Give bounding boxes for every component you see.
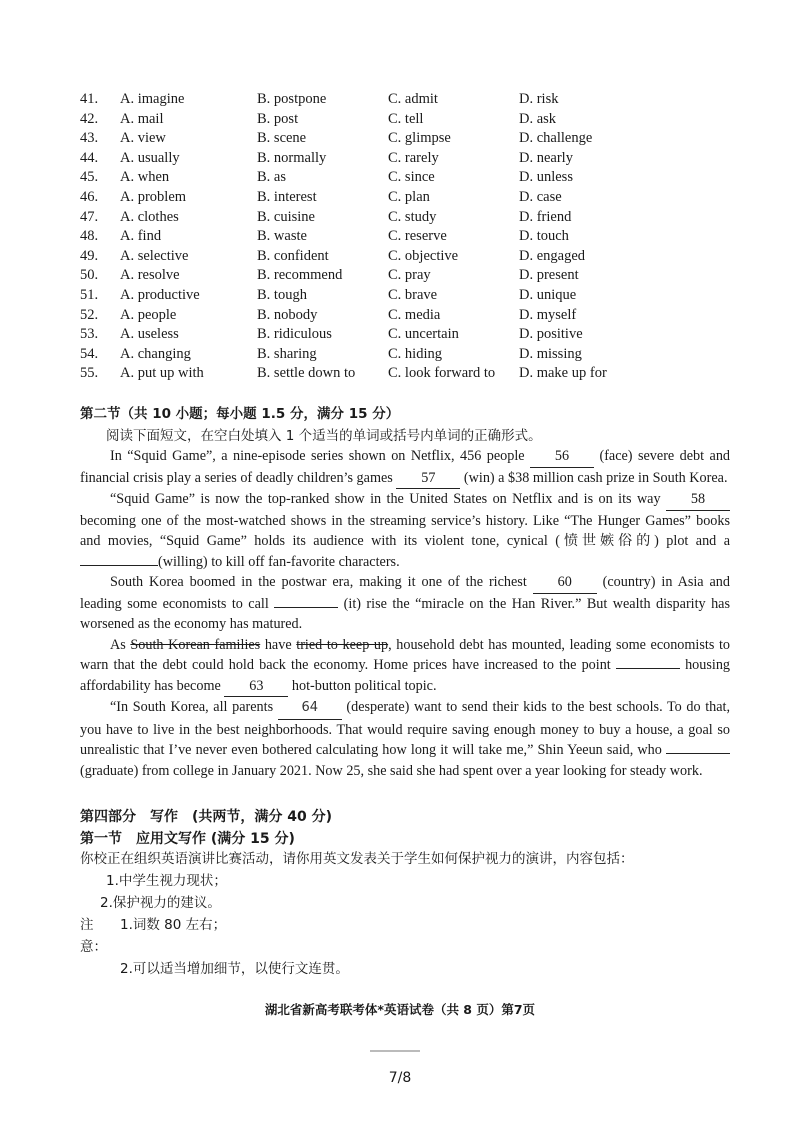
question-number: 53. — [80, 326, 99, 343]
text: (graduate) from college in January 2021. Now 25, she said she had spent over a year looking for steady work. — [80, 762, 703, 779]
option-c[interactable]: C. rarely — [388, 149, 439, 166]
writing-prompt: 你校正在组织英语演讲比赛活动，请你用英文发表关于学生如何保护视力的演讲，内容包括： — [80, 851, 634, 867]
option-row — [80, 364, 720, 384]
option-a[interactable]: A. people — [120, 306, 177, 323]
blank-59[interactable] — [80, 565, 158, 566]
option-a[interactable]: A. useless — [120, 326, 179, 343]
paragraph-5 — [80, 697, 730, 781]
option-c[interactable]: C. admit — [388, 91, 438, 107]
option-b[interactable]: B. confident — [257, 247, 329, 264]
section-2 — [80, 402, 730, 781]
text: have — [264, 636, 292, 653]
option-c[interactable]: C. glimpse — [388, 130, 451, 147]
footer-title: 湖北省新高考联考体*英语试卷（共 8 页）第7页 — [264, 1002, 536, 1017]
option-d[interactable]: D. missing — [519, 345, 582, 362]
text: As — [110, 636, 126, 653]
scan-mark — [370, 1050, 420, 1052]
option-d[interactable]: D. positive — [519, 326, 583, 343]
option-row — [80, 188, 720, 208]
page-number: 7/8 — [388, 1070, 412, 1086]
option-row — [80, 90, 720, 110]
option-b[interactable]: B. recommend — [257, 267, 343, 284]
option-c[interactable]: C. hiding — [388, 345, 442, 362]
question-number: 46. — [80, 188, 99, 205]
option-c[interactable]: C. since — [388, 169, 435, 186]
option-d[interactable]: D. nearly — [519, 149, 573, 166]
paragraph-3 — [80, 572, 730, 635]
option-a[interactable]: A. when — [120, 169, 170, 186]
question-number: 49. — [80, 247, 99, 264]
question-number: 54. — [80, 345, 99, 362]
question-number: 52. — [80, 306, 99, 323]
option-d[interactable]: D. present — [519, 267, 579, 284]
option-a[interactable]: A. mail — [120, 110, 164, 127]
option-c[interactable]: C. media — [388, 306, 441, 323]
option-a[interactable]: A. selective — [120, 247, 189, 264]
option-a[interactable]: A. problem — [120, 188, 187, 205]
option-d[interactable]: D. friend — [519, 208, 572, 225]
option-row — [80, 325, 720, 345]
text: (win) a $38 million cash prize in South Korea. — [463, 469, 728, 486]
text: becoming one of the most-watched shows in the streaming service’s history. Like “The Hunger Games” books and movies, “Squid Game” holds its audience with its violent tone, cynical (愤世嫉俗的) plot and a — [80, 512, 730, 549]
text: housing affordability has become — [80, 657, 731, 694]
note-1: 1.词数 80 左右； — [120, 917, 227, 933]
option-d[interactable]: D. touch — [519, 228, 569, 245]
question-number: 45. — [80, 169, 99, 186]
text: (willing) to kill off fan-favorite characters. — [158, 553, 400, 570]
paragraph-2 — [80, 489, 730, 572]
text: (desperate) want to send their kids to the best schools. To do that, you have to live in the best neighborhoods. That would require saving enough money to buy a house, a goal so unrealistic that I’ve never even bothered calculating how long it will take me,” Shin Yeeun said, who — [80, 699, 731, 758]
option-b[interactable]: B. ridiculous — [257, 326, 332, 343]
paragraph-1 — [80, 446, 730, 489]
text: , household debt has mounted, leading some economists to warn that the debt could hold back the economy. Home prices have increased to the point — [80, 636, 731, 673]
writing-point-1: 1.中学生视力现状； — [106, 873, 227, 889]
option-row — [80, 345, 720, 365]
option-row — [80, 227, 720, 247]
option-c[interactable]: C. objective — [388, 247, 459, 264]
option-c[interactable]: C. tell — [388, 110, 424, 127]
option-row — [80, 266, 720, 286]
option-a[interactable]: A. find — [120, 228, 162, 245]
option-c[interactable]: C. uncertain — [388, 326, 459, 343]
option-d[interactable]: D. challenge — [519, 130, 593, 147]
section-2-title: 第二节（共 10 小题；每小题 1.5 分，满分 15 分） — [80, 406, 400, 422]
blank-62[interactable] — [616, 668, 680, 669]
option-d[interactable]: D. unless — [519, 169, 573, 186]
part-4-subtitle: 第一节 应用文写作 (满分 15 分) — [80, 831, 295, 847]
option-d[interactable]: D. ask — [519, 110, 557, 127]
option-a[interactable]: A. view — [120, 130, 166, 147]
option-a[interactable]: A. resolve — [120, 267, 180, 284]
option-b[interactable]: B. post — [257, 110, 299, 127]
option-a[interactable]: A. changing — [120, 345, 191, 362]
question-number: 44. — [80, 149, 99, 166]
option-a[interactable]: A. imagine — [120, 91, 185, 107]
blank-65[interactable] — [666, 753, 730, 754]
option-row — [80, 129, 720, 149]
option-b[interactable]: B. tough — [257, 286, 307, 303]
blank-60[interactable]: 60 — [533, 572, 597, 594]
option-a[interactable]: A. put up with — [120, 365, 204, 382]
option-row — [80, 208, 720, 228]
option-c[interactable]: C. plan — [388, 188, 430, 205]
part-4-writing — [80, 806, 730, 980]
option-c[interactable]: C. pray — [388, 267, 431, 284]
option-b[interactable]: B. sharing — [257, 345, 317, 362]
text: (it) rise the “miracle on the Han River.” But wealth disparity has worsened as the economy has matured. — [80, 595, 730, 632]
question-number: 48. — [80, 228, 99, 245]
blank-61[interactable] — [274, 607, 338, 608]
option-d[interactable]: D. risk — [519, 91, 559, 107]
option-b[interactable]: B. as — [257, 169, 286, 186]
text: hot-button political topic. — [291, 677, 437, 694]
text: South Korea boomed in the postwar era, making it one of the richest — [110, 574, 527, 590]
option-b[interactable]: B. scene — [257, 130, 307, 147]
option-row — [80, 247, 720, 267]
note-label: 注意： — [80, 917, 107, 955]
option-d[interactable]: D. make up for — [519, 365, 607, 382]
paragraph-4 — [80, 635, 730, 698]
text: (face) severe debt and financial crisis play a series of deadly children’s games — [80, 448, 731, 486]
option-row — [80, 149, 720, 169]
text: In “Squid Game”, a nine-episode series shown on Netflix, 456 people — [110, 448, 525, 464]
option-a[interactable]: A. clothes — [120, 208, 179, 225]
option-d[interactable]: D. engaged — [519, 247, 586, 264]
option-a[interactable]: A. usually — [120, 149, 180, 166]
option-d[interactable]: D. myself — [519, 306, 577, 323]
question-number: 41. — [80, 91, 99, 107]
struck-text: tried to keep up — [296, 636, 389, 653]
note-row-1 — [80, 914, 730, 958]
option-c[interactable]: C. brave — [388, 286, 438, 303]
option-d[interactable]: D. unique — [519, 286, 577, 303]
option-c[interactable]: C. study — [388, 208, 437, 225]
text: “Squid Game” is now the top-ranked show in the United States on Netflix and is on its way — [110, 491, 661, 507]
option-row — [80, 306, 720, 326]
question-number: 50. — [80, 267, 99, 284]
option-row — [80, 286, 720, 306]
blank-57[interactable]: 57 — [396, 468, 460, 490]
option-b[interactable]: B. postpone — [257, 91, 327, 107]
option-b[interactable]: B. cuisine — [257, 208, 315, 225]
part-4-title: 第四部分 写作 (共两节，满分 40 分) — [80, 809, 333, 825]
option-row — [80, 168, 720, 188]
options-table — [80, 90, 720, 384]
option-b[interactable]: B. waste — [257, 228, 307, 245]
blank-63[interactable]: 63 — [224, 676, 288, 698]
section-2-instruction: 阅读下面短文，在空白处填入 1 个适当的单词或括号内单词的正确形式。 — [106, 428, 542, 444]
question-number: 43. — [80, 130, 99, 147]
option-c[interactable]: C. reserve — [388, 228, 447, 245]
blank-64[interactable]: 64 — [278, 698, 342, 720]
option-b[interactable]: B. normally — [257, 149, 327, 166]
question-number: 51. — [80, 286, 99, 303]
text: (country) in Asia and leading some economists to call — [80, 574, 730, 612]
option-d[interactable]: D. case — [519, 188, 562, 205]
note-2: 2.可以适当增加细节，以使行文连贯。 — [120, 961, 349, 977]
question-number: 55. — [80, 365, 99, 382]
question-number: 42. — [80, 110, 99, 127]
struck-text: South Korean families — [130, 636, 261, 653]
option-c[interactable]: C. look forward to — [388, 365, 496, 382]
option-row — [80, 110, 720, 130]
option-a[interactable]: A. productive — [120, 286, 200, 303]
option-b[interactable]: B. interest — [257, 188, 317, 205]
option-b[interactable]: B. settle down to — [257, 365, 356, 382]
writing-point-2: 2.保护视力的建议。 — [100, 895, 221, 911]
blank-58[interactable]: 58 — [666, 489, 730, 511]
blank-56[interactable]: 56 — [530, 446, 594, 468]
text: “In South Korea, all parents — [110, 699, 274, 715]
question-number: 47. — [80, 208, 99, 225]
option-b[interactable]: B. nobody — [257, 306, 318, 323]
